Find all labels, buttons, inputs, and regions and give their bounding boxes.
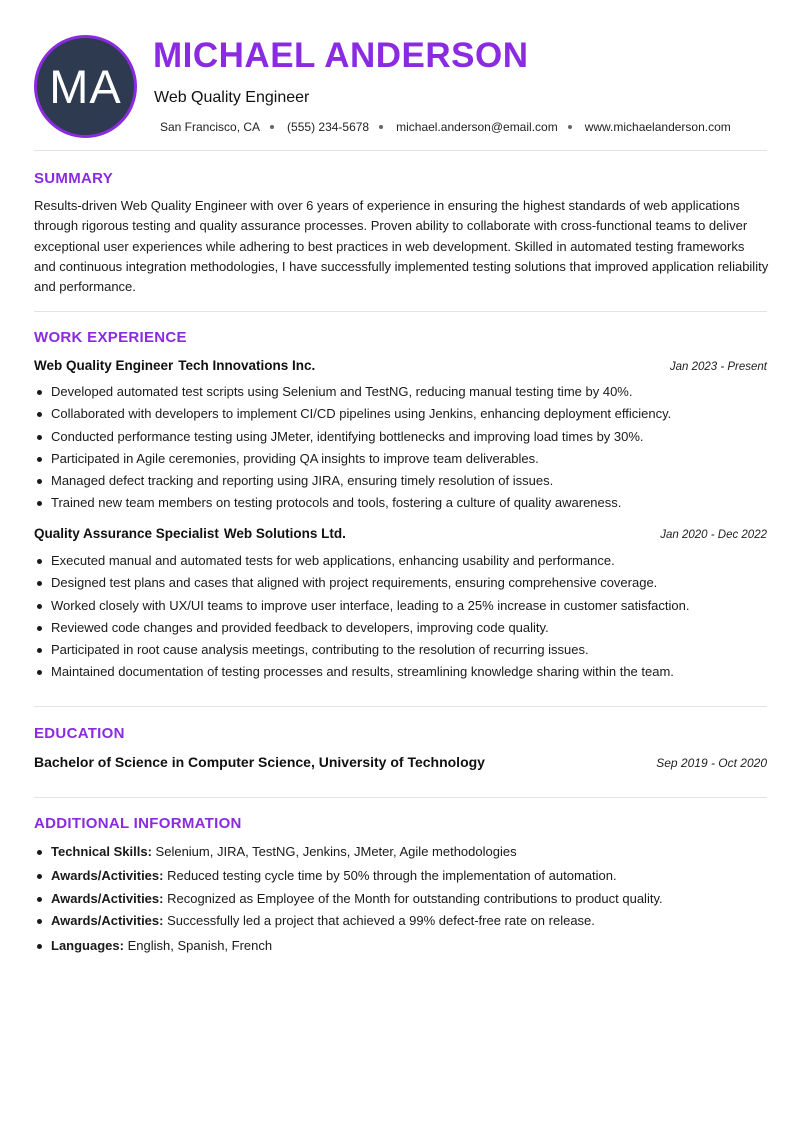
list-item bbox=[34, 867, 774, 891]
job-header bbox=[34, 358, 767, 373]
candidate-title: Web Quality Engineer bbox=[154, 89, 310, 106]
list-item bbox=[34, 912, 774, 937]
contact-bar bbox=[160, 120, 731, 134]
list-item: Collaborated with developers to implement CI/CD pipelines using Jenkins, enhancing deployment efficiency. bbox=[34, 405, 774, 427]
avatar-initials: MA bbox=[49, 60, 122, 113]
additional-heading: ADDITIONAL INFORMATION bbox=[34, 815, 242, 832]
info-text: Recognized as Employee of the Month for outstanding contributions to product quality. bbox=[167, 891, 663, 906]
separator-dot-icon bbox=[379, 125, 383, 129]
separator-dot-icon bbox=[270, 125, 274, 129]
info-label: Languages: bbox=[51, 938, 124, 953]
candidate-name: MICHAEL ANDERSON bbox=[153, 36, 529, 75]
list-item: Developed automated test scripts using Selenium and TestNG, reducing manual testing time by 40%. bbox=[34, 383, 774, 405]
job-header bbox=[34, 526, 767, 541]
section-divider bbox=[34, 797, 767, 798]
info-text: Reduced testing cycle time by 50% through the implementation of automation. bbox=[167, 867, 617, 883]
job-bullet-list bbox=[34, 552, 774, 686]
education-entry bbox=[34, 754, 767, 770]
avatar bbox=[34, 35, 137, 138]
job-company: Web Solutions Ltd. bbox=[223, 526, 346, 541]
additional-info-list bbox=[34, 843, 774, 961]
experience-heading: WORK EXPERIENCE bbox=[34, 329, 187, 346]
job-company: Tech Innovations Inc. bbox=[178, 358, 316, 373]
education-degree: Bachelor of Science in Computer Science, University of Technology bbox=[34, 754, 485, 770]
info-text: Successfully led a project that achieved a 99% defect-free rate on release. bbox=[167, 913, 595, 928]
contact-email[interactable]: michael.anderson@email.com bbox=[396, 120, 558, 134]
list-item: Worked closely with UX/UI teams to improve user interface, leading to a 25% increase in customer satisfaction. bbox=[34, 597, 774, 619]
education-heading: EDUCATION bbox=[34, 725, 125, 742]
list-item: Participated in root cause analysis meetings, contributing to the resolution of recurring issues. bbox=[34, 641, 774, 663]
list-item bbox=[34, 890, 774, 912]
info-label: Awards/Activities: bbox=[51, 891, 164, 906]
section-divider bbox=[34, 150, 767, 151]
job-title-company bbox=[34, 358, 315, 373]
contact-phone: (555) 234-5678 bbox=[287, 120, 370, 134]
contact-location: San Francisco, CA bbox=[160, 120, 261, 134]
job-bullet-list bbox=[34, 383, 774, 517]
list-item bbox=[34, 843, 774, 867]
list-item: Reviewed code changes and provided feedback to developers, improving code quality. bbox=[34, 619, 774, 641]
section-divider bbox=[34, 706, 767, 707]
summary-text: Results-driven Web Quality Engineer with over 6 years of experience in ensuring the highest standards of web applications through rigorous testing and quality assurance processes. Proven ability to collaborate with cross-functional teams to deliver exceptional user experiences while adhering to best practices in web development. Skilled in automated testing frameworks and continuous integration methodologies, I have successfully implemented testing solutions that improved application reliability and performance. bbox=[34, 198, 769, 295]
job-dates: Jan 2023 - Present bbox=[669, 361, 767, 373]
list-item: Executed manual and automated tests for web applications, enhancing usability and performance. bbox=[34, 552, 774, 574]
contact-website[interactable]: www.michaelanderson.com bbox=[584, 120, 731, 134]
list-item: Participated in Agile ceremonies, providing QA insights to improve team deliverables. bbox=[34, 450, 774, 472]
info-label: Awards/Activities: bbox=[51, 867, 164, 883]
job-title: Web Quality Engineer bbox=[34, 358, 174, 373]
list-item: Trained new team members on testing protocols and tools, fostering a culture of quality awareness. bbox=[34, 494, 774, 516]
list-item: Maintained documentation of testing processes and results, streamlining knowledge sharing within the team. bbox=[34, 663, 774, 685]
job-title: Quality Assurance Specialist bbox=[34, 526, 219, 541]
job-dates: Jan 2020 - Dec 2022 bbox=[660, 529, 767, 541]
info-text: Selenium, JIRA, TestNG, Jenkins, JMeter, Agile methodologies bbox=[155, 844, 517, 859]
list-item: Conducted performance testing using JMeter, identifying bottlenecks and improving load times by 30%. bbox=[34, 428, 774, 450]
info-text: English, Spanish, French bbox=[127, 938, 273, 953]
summary-heading: SUMMARY bbox=[34, 170, 114, 187]
list-item: Designed test plans and cases that aligned with project requirements, ensuring comprehensive coverage. bbox=[34, 574, 774, 596]
section-divider bbox=[34, 311, 767, 312]
job-title-company bbox=[34, 526, 346, 541]
list-item bbox=[34, 937, 774, 961]
info-label: Awards/Activities: bbox=[51, 913, 164, 928]
list-item: Managed defect tracking and reporting using JIRA, ensuring timely resolution of issues. bbox=[34, 472, 774, 494]
education-dates: Sep 2019 - Oct 2020 bbox=[656, 756, 767, 770]
separator-dot-icon bbox=[568, 125, 572, 129]
info-label: Technical Skills: bbox=[51, 844, 152, 859]
